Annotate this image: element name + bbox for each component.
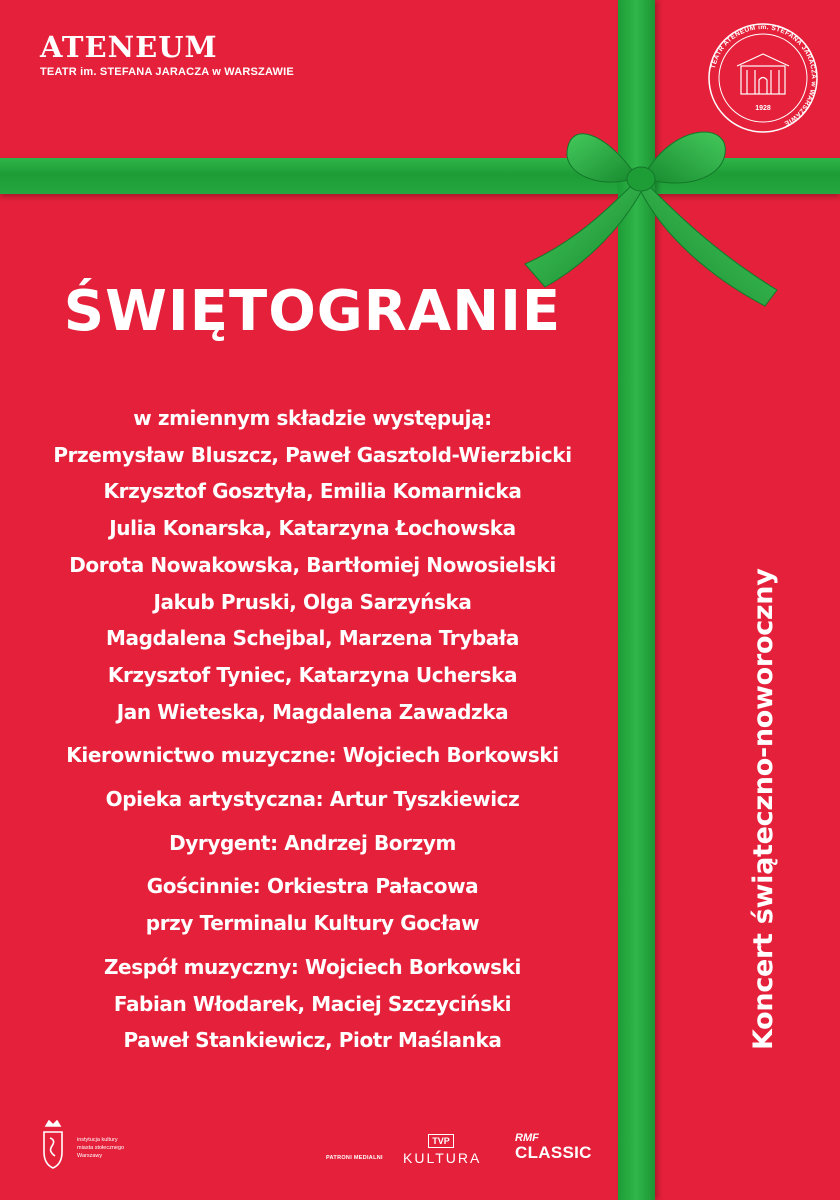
- city-text-line: Warszawy: [77, 1153, 103, 1159]
- conductor: Dyrygent: Andrzej Borzym: [169, 830, 456, 855]
- cast-intro: w zmiennym składzie występują:: [133, 406, 492, 430]
- guests-line: Gościnnie: Orkiestra Pałacowa: [146, 874, 479, 899]
- cast-line: Magdalena Schejbal, Marzena Trybała: [105, 626, 520, 651]
- artistic-care: Opieka artystyczna: Artur Tyszkiewicz: [105, 787, 520, 812]
- cast-line: Julia Konarska, Katarzyna Łochowska: [109, 516, 516, 541]
- concert-type-vertical: Koncert świąteczno-noworoczny: [748, 568, 779, 1050]
- tvp-name: KULTURA: [403, 1150, 482, 1166]
- svg-text:TEATR ATENEUM im. STEFANA JARA: TEATR ATENEUM im. STEFANA JARACZA w WARSZAWIE: [709, 23, 818, 127]
- poster-title: ŚWIĘTOGRANIE: [63, 279, 562, 344]
- rmf-classic-logo: [515, 1132, 592, 1162]
- media-patrons-label: PATRONI MEDIALNI: [326, 1155, 383, 1161]
- city-text-line: instytucja kultury: [77, 1137, 118, 1143]
- brand-name: ATENEUM: [40, 30, 218, 64]
- credits-block: [0, 400, 625, 1059]
- musical-direction: Kierownictwo muzyczne: Wojciech Borkowski: [66, 743, 559, 768]
- theatre-brand: [40, 30, 294, 78]
- rmf-top: RMF: [515, 1132, 539, 1144]
- cast-line: Krzysztof Tyniec, Katarzyna Ucherska: [107, 662, 518, 687]
- brand-subtitle: TEATR im. STEFANA JARACZA w WARSZAWIE: [40, 66, 294, 78]
- cast-line: Jan Wieteska, Magdalena Zawadzka: [116, 699, 509, 724]
- cast-line: Dorota Nowakowska, Bartłomiej Nowosielski: [69, 552, 556, 577]
- rmf-bottom: CLASSIC: [515, 1143, 592, 1162]
- band-line: Zespół muzyczny: Wojciech Borkowski: [103, 954, 522, 979]
- cast-line: Przemysław Bluszcz, Paweł Gasztold-Wierzbicki: [53, 442, 572, 467]
- tvp-kultura-logo: [403, 1129, 482, 1166]
- cast-line: Jakub Pruski, Olga Sarzyńska: [153, 589, 472, 614]
- theatre-seal-logo: [707, 22, 819, 134]
- band-line: Fabian Włodarek, Maciej Szczyciński: [113, 991, 512, 1016]
- city-institution-text: [77, 1136, 137, 1160]
- cast-line: Krzysztof Gosztyła, Emilia Komarnicka: [103, 479, 522, 504]
- warsaw-city-logo: [38, 1118, 68, 1174]
- city-text-line: miasta stołecznego: [77, 1145, 125, 1151]
- tvp-box: TVP: [428, 1134, 454, 1148]
- guests-line: przy Terminalu Kultury Gocław: [145, 911, 480, 936]
- band-line: Paweł Stankiewicz, Piotr Maślanka: [123, 1028, 502, 1053]
- svg-text:1928: 1928: [755, 105, 771, 112]
